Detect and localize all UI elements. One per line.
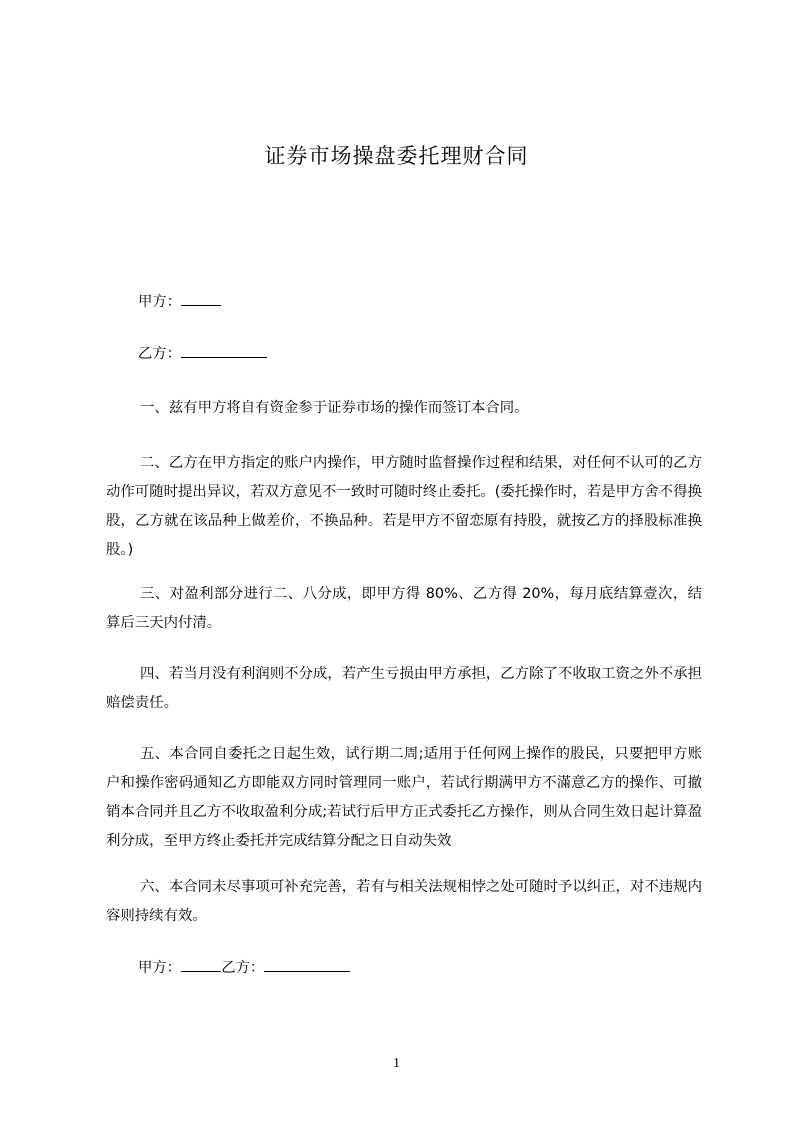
party-b-line bbox=[108, 340, 703, 368]
signature-b-blank bbox=[264, 957, 350, 972]
clause-3: 三、对盈利部分进行二、八分成，即甲方得 80%、乙方得 20%，每月底结算壹次，结算后三天内付清。 bbox=[106, 586, 702, 631]
party-a-label: 甲方： bbox=[138, 294, 182, 310]
party-b-label: 乙方： bbox=[138, 346, 182, 362]
party-a-line bbox=[108, 288, 703, 316]
signature-line bbox=[108, 954, 703, 982]
signature-a-label: 甲方： bbox=[138, 960, 182, 976]
clause-4: 四、若当月没有利润则不分成，若产生亏损由甲方承担，乙方除了不收取工资之外不承担赔偿责任。 bbox=[106, 666, 702, 711]
clause-2: 二、乙方在甲方指定的账户内操作，甲方随时监督操作过程和结果，对任何不认可的乙方动作可随时提出异议，若双方意见不一致时可随时终止委托。(委托操作时，若是甲方舍不得换股，乙方就在该品种上做差价，不换品种。若是甲方不留恋原有持股，就按乙方的择股标准换股。) bbox=[106, 455, 702, 558]
signature-a-blank bbox=[181, 957, 221, 972]
clause-6: 六、本合同未尽事项可补充完善，若有与相关法规相悖之处可随时予以纠正，对不违规内容则持续有效。 bbox=[106, 879, 702, 924]
page-number: 1 bbox=[393, 1056, 400, 1071]
clause-5: 五、本合同自委托之日起生效，试行期二周;适用于任何网上操作的股民，只要把甲方账户和操作密码通知乙方即能双方同时管理同一账户，若试行期满甲方不滿意乙方的操作、可撤销本合同并且乙方不收取盈利分成;若试行后甲方正式委托乙方操作，则从合同生效日起计算盈利分成，至甲方终止委托并完成结算分配之日自动失效 bbox=[106, 746, 702, 849]
document-title: 证券市场操盘委托理财合同 bbox=[264, 144, 529, 168]
signature-b-label: 乙方： bbox=[221, 960, 265, 976]
party-a-blank bbox=[181, 291, 221, 306]
party-b-blank bbox=[181, 343, 267, 358]
clause-1: 一、兹有甲方将自有资金参于证券市场的操作而签订本合同。 bbox=[140, 400, 529, 416]
